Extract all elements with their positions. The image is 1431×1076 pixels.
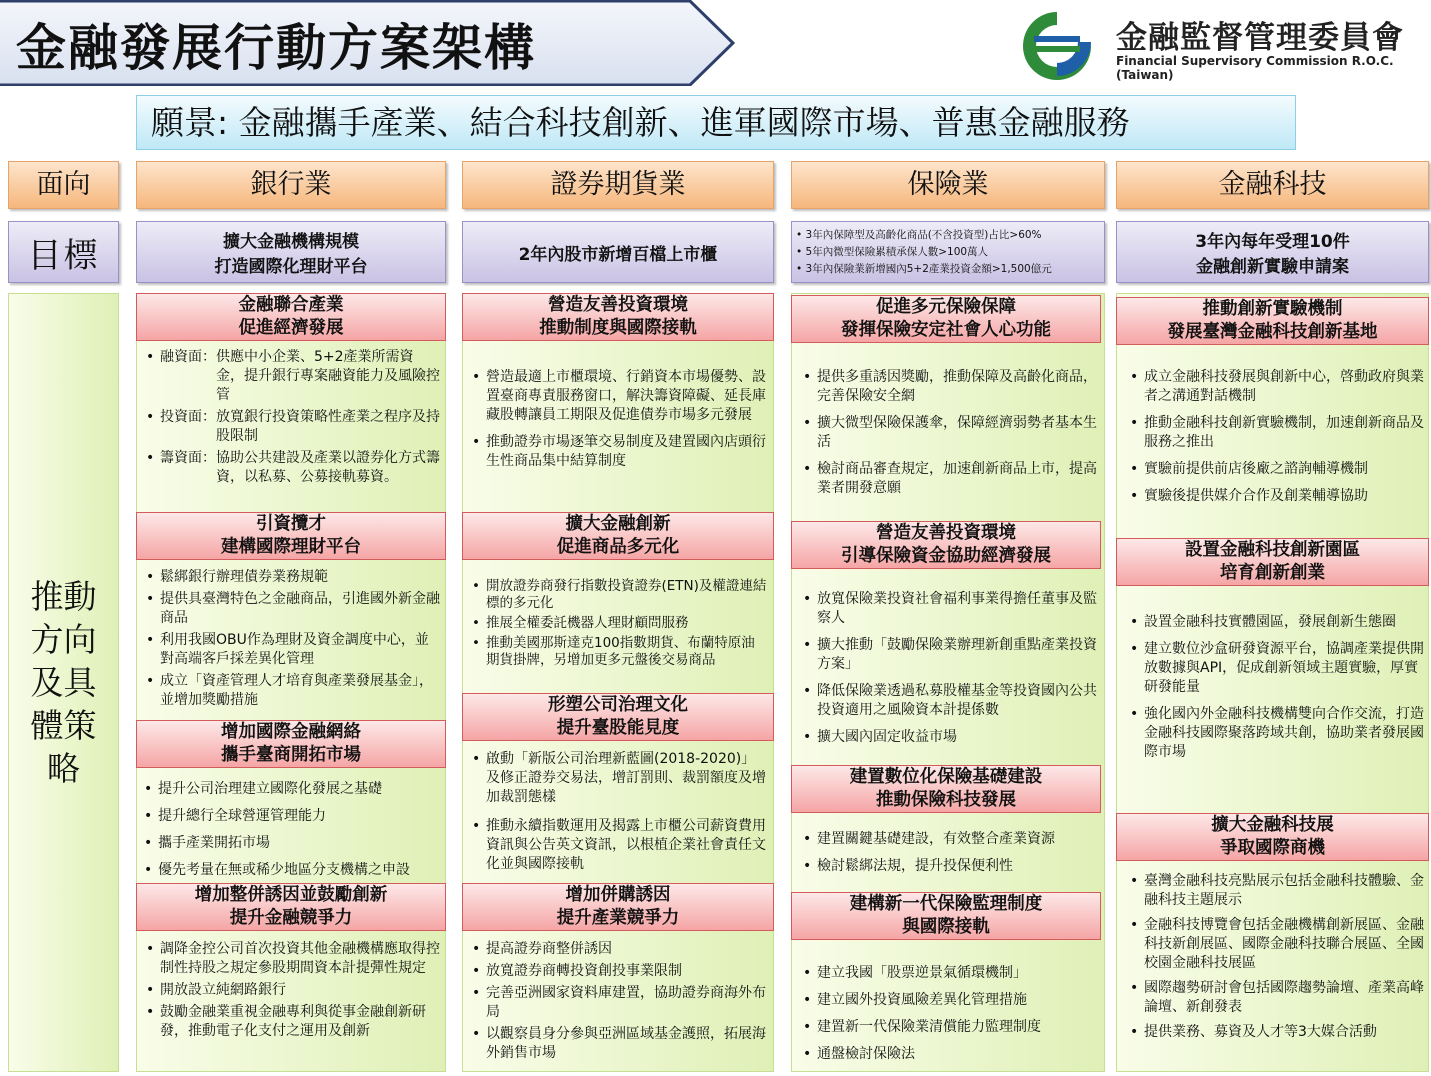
section-title: 增加整併誘因並鼓勵創新 提升金融競爭力: [136, 883, 446, 931]
section-list: [140, 940, 440, 1044]
list-item: • 成立金融科技發展與創新中心，啓動政府與業者之溝通對話機制: [1124, 368, 1424, 406]
list-item: • 推動證券市場逐筆交易制度及建置國內店頭衍生性商品集中結算制度: [466, 433, 768, 471]
section-title: 金融聯合產業 促進經濟發展: [136, 293, 446, 341]
list-item: • 融資面： 供應中小企業、5+2產業所需資金，提升銀行專案融資能力及風險控管: [140, 348, 440, 405]
goal-line: 擴大金融機構規模: [223, 232, 359, 252]
section-list: [466, 578, 768, 672]
section-list: [138, 780, 442, 888]
goal-item: • 5年內微型保險累積承保人數>100萬人: [796, 246, 989, 258]
list-item: • 提高證券商整併誘因: [466, 940, 768, 959]
header-insurance: 保險業: [791, 161, 1105, 209]
section-list: [140, 568, 440, 713]
list-item: • 提升公司治理建立國際化發展之基礎: [138, 780, 442, 799]
list-item: • 降低保險業透過私募股權基金等投資國內公共投資適用之風險資本計提係數: [797, 682, 1099, 720]
list-item: • 建立數位沙盒研發資源平台，協調產業提供開放數據與API，促成創新領域主題實驗，厚實研發能量: [1124, 640, 1424, 697]
page-title: 金融發展行動方案架構: [16, 19, 536, 77]
list-item: • 開放設立純網路銀行: [140, 981, 440, 1000]
strategy-label-box: [8, 293, 119, 1072]
section-list: [1124, 613, 1424, 770]
list-item: • 檢討商品審查規定，加速創新商品上市，提高業者開發意願: [797, 460, 1099, 498]
goal-banking: [136, 221, 446, 283]
list-item: • 通盤檢討保險法: [797, 1045, 1099, 1064]
list-item: • 提供多重誘因獎勵，推動保障及高齡化商品，完善保險安全網: [797, 368, 1099, 406]
list-item: • 建立我國「股票逆景氣循環機制」: [797, 964, 1099, 983]
list-item: • 強化國內外金融科技機構雙向合作交流，打造金融科技國際聚落跨域共創，協助業者發展國際市場: [1124, 705, 1424, 762]
org-name-en: Financial Supervisory Commission R.O.C. (Taiwan): [1116, 54, 1394, 82]
list-item: • 提供具臺灣特色之金融商品，引進國外新金融商品: [140, 590, 440, 628]
goal-securities: [462, 221, 774, 283]
section-list: [466, 750, 768, 877]
list-item: • 提升總行全球營運管理能力: [138, 807, 442, 826]
goal-line: 打造國際化理財平台: [214, 257, 368, 277]
section-title: 推動創新實驗機制 發展臺灣金融科技創新基地: [1116, 297, 1429, 345]
goal-line: 2年內股市新增百檔上市櫃: [518, 244, 718, 265]
list-item: • 臺灣金融科技亮點展示包括金融科技體驗、金融科技主題展示: [1124, 872, 1424, 910]
section-list: [140, 348, 440, 490]
goal-line: 3年內每年受理10件: [1195, 232, 1350, 252]
section-title: 營造友善投資環境 引導保險資金協助經濟發展: [791, 521, 1101, 569]
header-banking: 銀行業: [136, 161, 446, 209]
goal-item: • 3年內保障型及高齡化商品(不含投資型)占比>60%: [796, 229, 1042, 241]
list-item: • 成立「資產管理人才培育與產業發展基金」，並增加獎勵措施: [140, 672, 440, 710]
header-fintech: 金融科技: [1116, 161, 1429, 209]
list-item: • 金融科技博覽會包括金融機構創新展區、金融科技新創展區、國際金融科技聯合展區、全國校園金融科技展區: [1124, 916, 1424, 973]
section-title: 建置數位化保險基礎建設 推動保險科技發展: [791, 765, 1101, 813]
section-list: [797, 830, 1099, 884]
list-item: • 籌資面： 協助公共建設及產業以證券化方式籌資，以私募、公募接軌募資。: [140, 449, 440, 487]
list-item: • 鬆綁銀行辦理債券業務規範: [140, 568, 440, 587]
list-item: • 營造最適上市櫃環境、行銷資本市場優勢、設置臺商專責服務窗口，解決籌資障礙、延長庫藏股轉讓員工期限及促進債券市場多元發展: [466, 368, 768, 425]
section-list: [797, 368, 1099, 506]
list-item: • 國際趨勢研討會包括國際趨勢論壇、產業高峰論壇、新創發表: [1124, 979, 1424, 1017]
list-item: • 建立國外投資風險差異化管理措施: [797, 991, 1099, 1010]
list-item: • 放寬保險業投資社會福利事業得擔任董事及監察人: [797, 590, 1099, 628]
list-item: • 建置關鍵基礎建設，有效整合產業資源: [797, 830, 1099, 849]
goal-item: • 3年內保險業新增國內5+2產業投資金額>1,500億元: [796, 263, 1052, 275]
list-item: • 放寬證券商轉投資創投事業限制: [466, 962, 768, 981]
list-item: • 鼓勵金融業重視金融專利與從事金融創新研發，推動電子化支付之運用及創新: [140, 1003, 440, 1041]
fsc-logo-icon: [1012, 8, 1102, 80]
list-item: • 調降金控公司首次投資其他金融機構應取得控制性持股之規定參股期間資本計提彈性規定: [140, 940, 440, 978]
section-title: 引資攬才 建構國際理財平台: [136, 512, 446, 560]
section-title: 營造友善投資環境 推動制度與國際接軌: [462, 293, 774, 341]
aspect-label: 面向: [8, 161, 119, 209]
section-title: 促進多元保險保障 發揮保險安定社會人心功能: [791, 295, 1101, 343]
list-item: • 優先考量在無或稀少地區分支機構之申設: [138, 861, 442, 880]
section-list: [466, 368, 768, 479]
list-item: • 檢討鬆綁法規，提升投保便利性: [797, 857, 1099, 876]
list-item: • 設置金融科技實體園區，發展創新生態圈: [1124, 613, 1424, 632]
list-item: • 實驗前提供前店後廠之諮詢輔導機制: [1124, 460, 1424, 479]
strategy-label: 推動方向及具體策略: [30, 577, 97, 788]
vision-banner: 願景: 金融攜手產業、結合科技創新、進軍國際市場、普惠金融服務: [136, 95, 1296, 150]
section-title: 增加國際金融網絡 攜手臺商開拓市場: [136, 720, 446, 768]
list-item: • 完善亞洲國家資料庫建置，協助證券商海外布局: [466, 984, 768, 1022]
goal-insurance: [791, 221, 1105, 283]
header-securities: 證券期貨業: [462, 161, 774, 209]
goal-fintech: [1116, 221, 1429, 283]
list-item: • 開放證券商發行指數投資證券(ETN)及權證連結標的多元化: [466, 578, 768, 612]
list-item: • 擴大國內固定收益市場: [797, 728, 1099, 747]
section-list: [1124, 872, 1424, 1045]
section-title: 擴大金融科技展 爭取國際商機: [1116, 813, 1429, 861]
list-item: • 攜手產業開拓市場: [138, 834, 442, 853]
section-list: [466, 940, 768, 1066]
goal-label: 目標: [8, 221, 119, 283]
section-title: 設置金融科技創新園區 培育創新創業: [1116, 538, 1429, 586]
list-item: • 推動永續指數運用及揭露上市櫃公司薪資費用資訊與公告英文資訊，以根植企業社會責任文化並與國際接軌: [466, 817, 768, 874]
list-item: • 利用我國OBU作為理財及資金調度中心，並對高端客戶採差異化管理: [140, 631, 440, 669]
section-list: [797, 964, 1099, 1072]
list-item: • 啟動「新版公司治理新藍圖(2018-2020)」及修正證券交易法，增訂罰則、裁罰額度及增加裁罰態樣: [466, 750, 768, 807]
goal-line: 金融創新實驗申請案: [1196, 257, 1349, 277]
list-item: • 推動美國那斯達克100指數期貨、布蘭特原油期貨掛牌，另增加更多元盤後交易商品: [466, 635, 768, 669]
list-item: • 推動金融科技創新實驗機制，加速創新商品及服務之推出: [1124, 414, 1424, 452]
org-name: 金融監督管理委員會: [1116, 20, 1404, 56]
list-item: • 推展全權委託機器人理財顧問服務: [466, 615, 768, 632]
list-item: • 擴大推動「鼓勵保險業辦理新創重點產業投資方案」: [797, 636, 1099, 674]
list-item: • 以觀察員身分參與亞洲區域基金護照，拓展海外銷售市場: [466, 1025, 768, 1063]
section-list: [797, 590, 1099, 755]
section-title: 增加併購誘因 提升產業競爭力: [462, 883, 774, 931]
list-item: • 提供業務、募資及人才等3大媒合活動: [1124, 1023, 1424, 1042]
section-title: 擴大金融創新 促進商品多元化: [462, 512, 774, 560]
list-item: • 建置新一代保險業清償能力監理制度: [797, 1018, 1099, 1037]
list-item: • 擴大微型保險保護傘，保障經濟弱勢者基本生活: [797, 414, 1099, 452]
section-title: 建構新一代保險監理制度 與國際接軌: [791, 892, 1101, 940]
list-item: • 實驗後提供媒介合作及創業輔導協助: [1124, 487, 1424, 506]
section-title: 形塑公司治理文化 提升臺股能見度: [462, 693, 774, 741]
list-item: • 投資面： 放寬銀行投資策略性產業之程序及持股限制: [140, 408, 440, 446]
section-list: [1124, 368, 1424, 514]
